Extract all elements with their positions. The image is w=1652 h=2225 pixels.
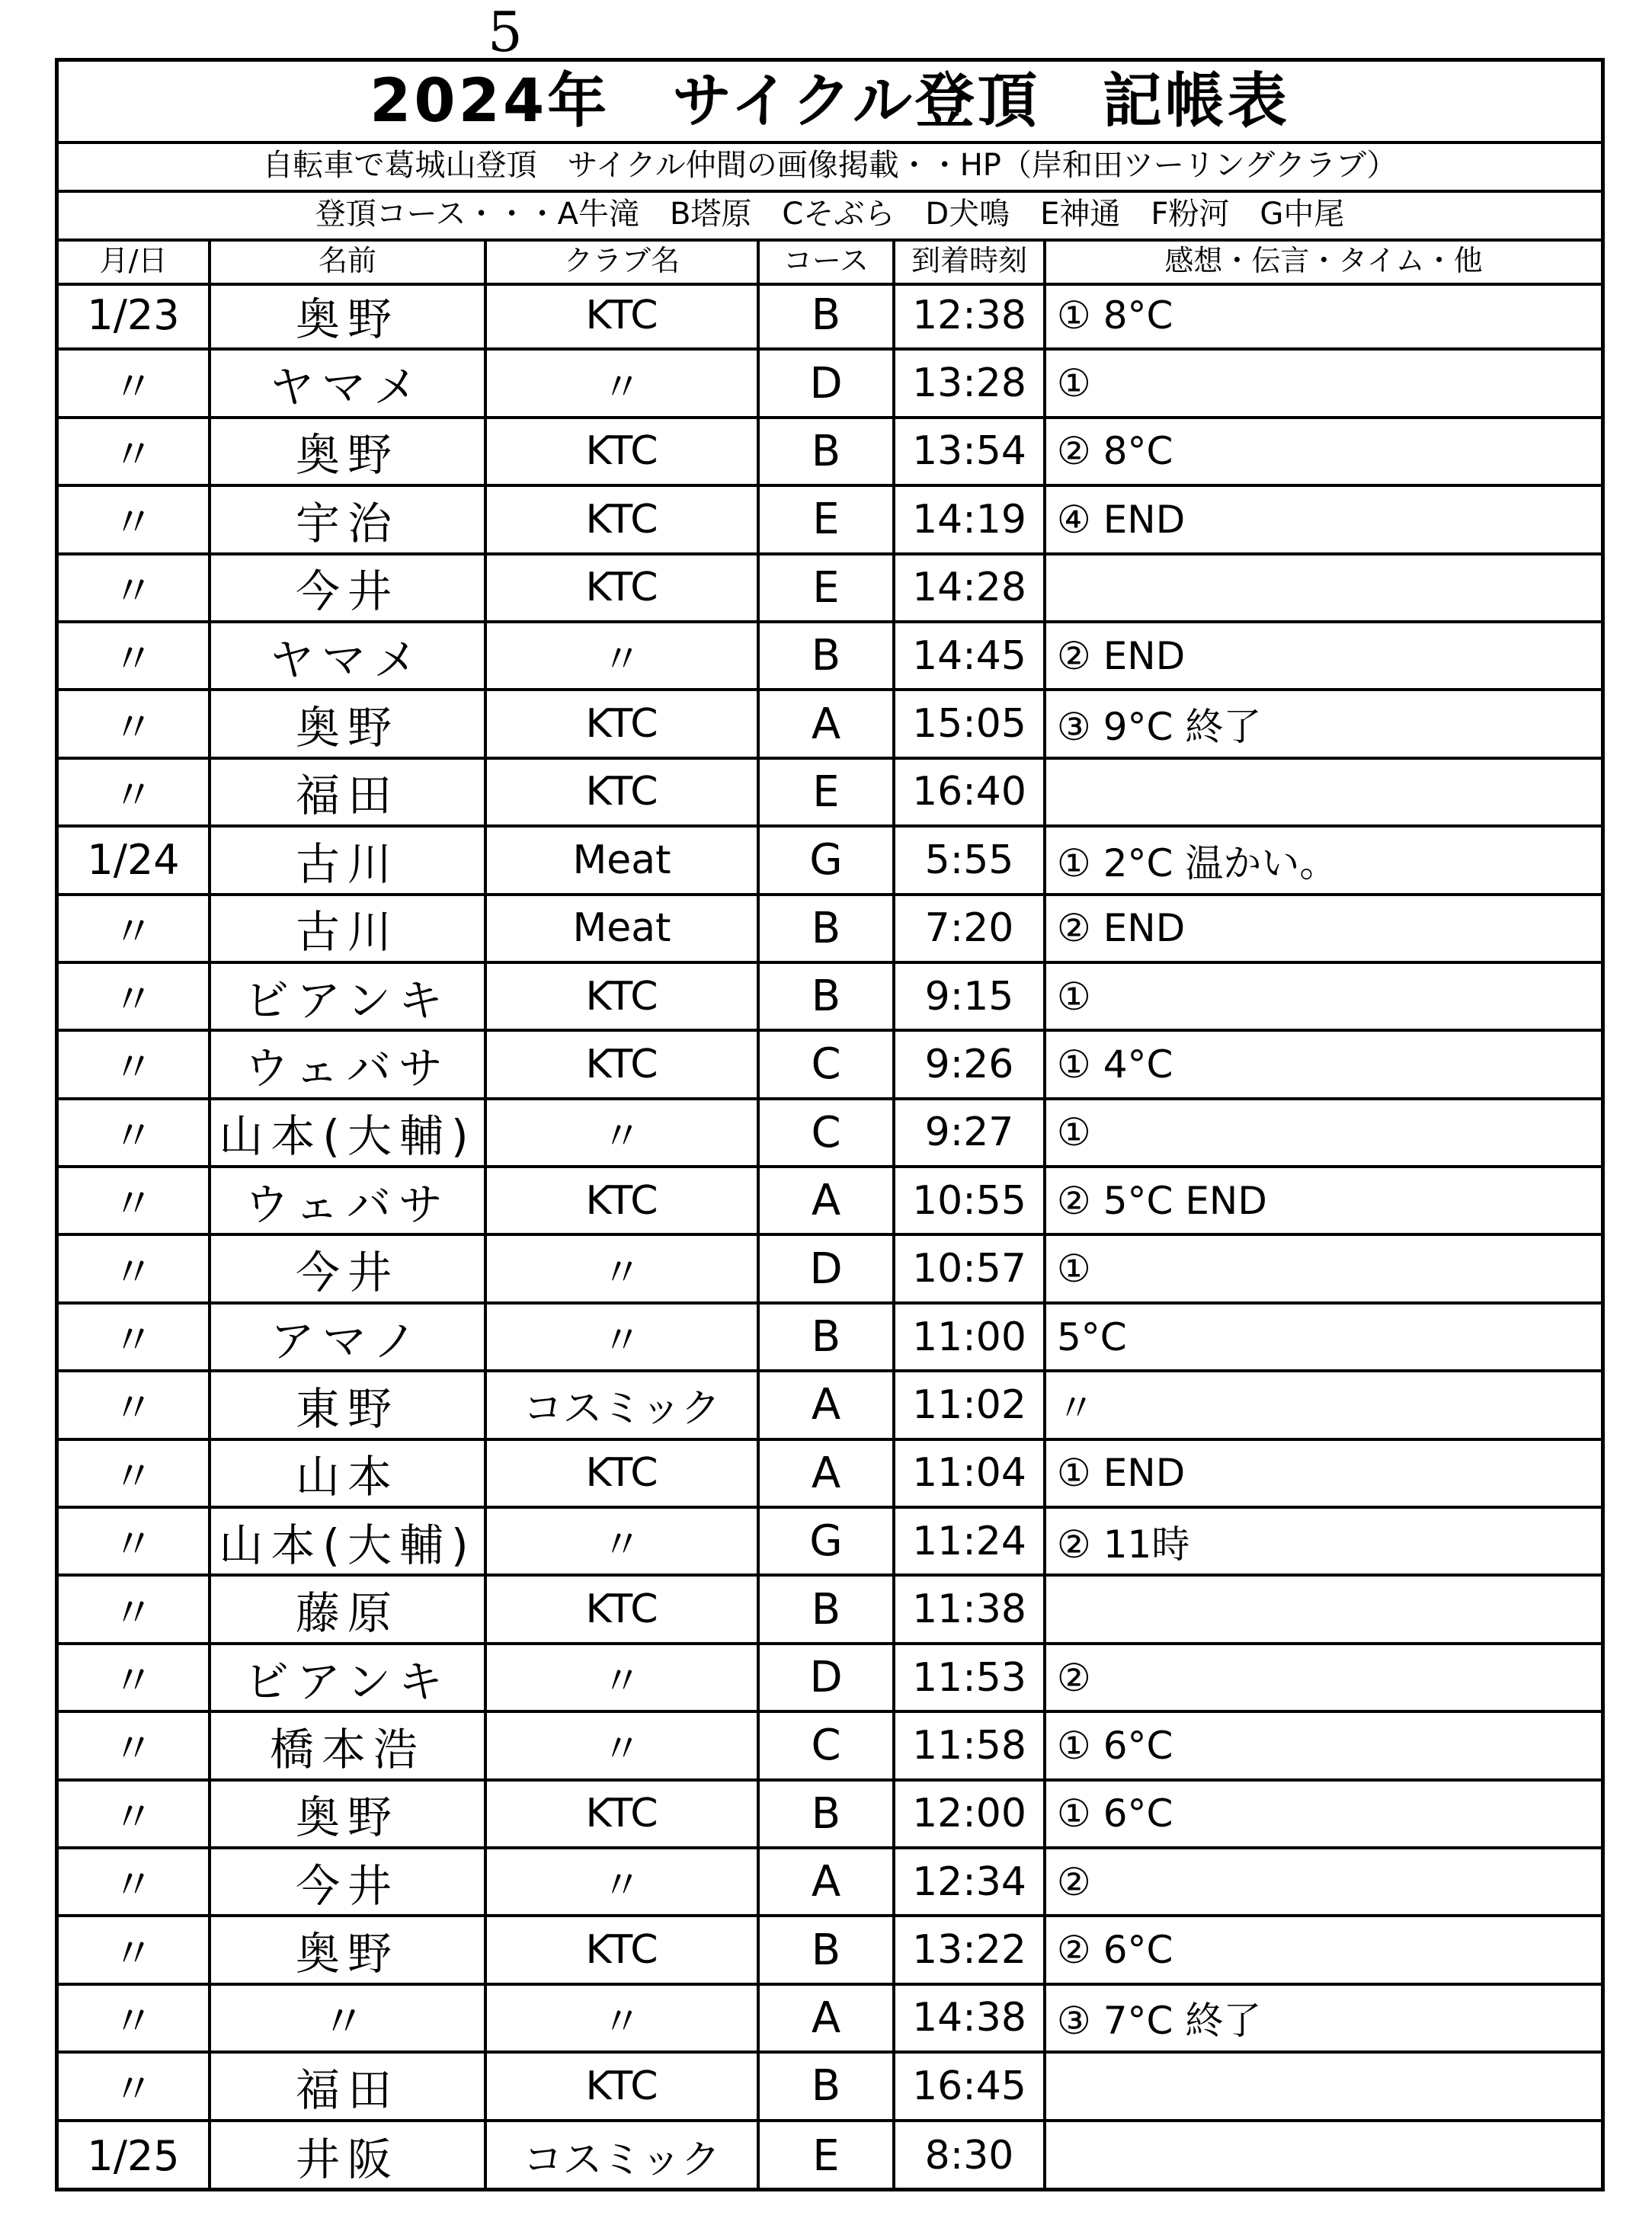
cell-date: 〃 — [113, 1247, 154, 1296]
cell-name: 奥野 — [295, 293, 399, 345]
cell-note: ① 6°C — [1057, 1791, 1173, 1836]
table-row — [59, 1577, 1601, 1644]
table-body — [59, 283, 1601, 2188]
cell-date: 〃 — [113, 1792, 154, 1841]
cell-name: 今井 — [295, 565, 399, 618]
cell-date: 〃 — [113, 1316, 154, 1365]
cell-time: 8:30 — [924, 2133, 1014, 2179]
table-row — [59, 1032, 1601, 1100]
cell-time: 12:34 — [912, 1858, 1026, 1905]
cell-date: 〃 — [113, 1929, 154, 1977]
cell-course: E — [812, 767, 840, 817]
cell-name: 奥野 — [295, 702, 399, 754]
cell-date: 〃 — [113, 1861, 154, 1910]
cell-note: ② 6°C — [1057, 1928, 1173, 1973]
cell-course: C — [811, 1721, 841, 1771]
cell-date: 〃 — [113, 566, 154, 615]
cell-name: 古川 — [295, 906, 399, 959]
cell-date: 〃 — [113, 498, 154, 547]
cell-time: 14:38 — [912, 1995, 1026, 2041]
cell-note: ① 2°C 温かい。 — [1057, 840, 1338, 885]
cell-note: ① — [1057, 974, 1091, 1019]
table-header — [59, 239, 1601, 286]
cell-name: アマノ — [270, 1314, 425, 1367]
cell-club: Meat — [572, 837, 671, 883]
cell-time: 13:22 — [912, 1927, 1026, 1974]
cell-date: 〃 — [113, 635, 154, 684]
table-row — [59, 2054, 1601, 2121]
cell-time: 13:54 — [912, 428, 1026, 475]
cell-club: KTC — [585, 2063, 658, 2109]
cell-time: 14:45 — [912, 632, 1026, 679]
cell-note: ② 8°C — [1057, 429, 1173, 474]
table-row — [59, 1441, 1601, 1509]
cell-note: ② END — [1057, 633, 1186, 678]
cell-course: A — [811, 1993, 841, 2043]
cell-time: 7:20 — [924, 905, 1014, 952]
cell-date: 1/25 — [87, 2131, 180, 2180]
cell-name: ウェバサ — [245, 1042, 450, 1094]
header-name: 名前 — [318, 244, 376, 277]
cell-time: 11:00 — [912, 1314, 1026, 1360]
cell-time: 5:55 — [924, 837, 1014, 883]
cell-name: 奥野 — [295, 1791, 399, 1844]
cell-club: 〃 — [601, 1863, 642, 1910]
cell-date: 〃 — [113, 1180, 154, 1228]
cell-course: B — [811, 2061, 841, 2111]
cell-course: C — [811, 1039, 841, 1090]
cell-date: 〃 — [113, 975, 154, 1024]
cell-note: ① — [1057, 1110, 1091, 1155]
cell-name: 山本 — [295, 1451, 399, 1503]
cell-note: 〃 — [1057, 1385, 1095, 1430]
cell-name: 〃 — [321, 1996, 373, 2048]
cell-note: ② — [1057, 1859, 1091, 1904]
cell-name: 古川 — [295, 837, 399, 890]
cell-club: コスミック — [523, 1386, 721, 1433]
cell-club: KTC — [585, 1927, 658, 1974]
table-row — [59, 2122, 1601, 2190]
cell-course: B — [811, 290, 841, 341]
cell-name: ウェバサ — [245, 1178, 450, 1231]
cell-note — [1057, 1577, 1598, 1641]
cell-name: 宇治 — [295, 497, 399, 549]
cell-club: 〃 — [601, 1250, 642, 1296]
table-row — [59, 419, 1601, 487]
cell-name: ヤマメ — [269, 361, 425, 414]
cell-time: 11:38 — [912, 1586, 1026, 1633]
table-row — [59, 964, 1601, 1032]
cell-time: 16:40 — [912, 769, 1026, 815]
cell-time: 9:15 — [924, 973, 1014, 1020]
cell-club: 〃 — [601, 1727, 642, 1773]
cell-club: 〃 — [601, 1999, 642, 2045]
cell-club: KTC — [585, 701, 658, 748]
cell-note — [1057, 555, 1598, 620]
table-row — [59, 1917, 1601, 1985]
cell-note: 5°C — [1057, 1314, 1127, 1359]
cell-note: ③ 7°C 終了 — [1057, 1999, 1262, 2044]
cell-note — [1057, 760, 1598, 824]
cell-date: 〃 — [113, 770, 154, 819]
cell-time: 11:04 — [912, 1450, 1026, 1497]
cell-name: 奥野 — [295, 1928, 399, 1980]
cell-time: 12:00 — [912, 1791, 1026, 1837]
cell-course: G — [809, 835, 843, 885]
table-row — [59, 1645, 1601, 1713]
cell-date: 〃 — [113, 430, 154, 479]
cell-club: 〃 — [601, 1318, 642, 1365]
cell-date: 〃 — [113, 1043, 154, 1092]
cell-name: 橋本浩 — [269, 1723, 425, 1775]
cell-name: 福田 — [295, 2063, 399, 2116]
cell-date: 〃 — [113, 1588, 154, 1637]
cell-course: E — [812, 562, 840, 613]
cell-course: A — [811, 1176, 841, 1226]
cell-note — [1057, 2054, 1598, 2118]
cell-club: KTC — [585, 1791, 658, 1837]
cell-name: 山本(大輔) — [219, 1519, 476, 1571]
cell-club: KTC — [585, 1177, 658, 1224]
cell-time: 9:27 — [924, 1109, 1014, 1156]
cell-name: ヤマメ — [269, 633, 425, 686]
cell-club: 〃 — [601, 1659, 642, 1705]
cell-date: 〃 — [113, 1384, 154, 1433]
cell-club: KTC — [585, 1450, 658, 1497]
cell-time: 9:26 — [924, 1041, 1014, 1087]
page-number: 5 — [488, 0, 523, 64]
header-club: クラブ名 — [563, 244, 680, 277]
cell-note: ① — [1057, 1247, 1091, 1292]
table-row — [59, 1782, 1601, 1849]
cell-date: 〃 — [113, 907, 154, 956]
header-time: 到着時刻 — [911, 244, 1027, 277]
cell-course: E — [812, 495, 840, 545]
cell-club: KTC — [585, 973, 658, 1020]
cell-date: 〃 — [113, 1452, 154, 1500]
table-row — [59, 691, 1601, 759]
cell-club: Meat — [572, 905, 671, 952]
cell-club: 〃 — [601, 1522, 642, 1569]
cell-time: 12:38 — [912, 292, 1026, 338]
cell-club: 〃 — [601, 364, 642, 411]
table-row — [59, 351, 1601, 418]
cell-name: ビアンキ — [245, 974, 450, 1026]
table-row — [59, 760, 1601, 828]
table-row — [59, 1372, 1601, 1440]
cell-date: 〃 — [113, 2065, 154, 2114]
cell-note: ② END — [1057, 906, 1186, 951]
table-row — [59, 1713, 1601, 1781]
table-row — [59, 1305, 1601, 1372]
header-course: コース — [783, 244, 869, 277]
cell-date: 〃 — [113, 362, 154, 411]
cell-name: 奥野 — [295, 429, 399, 482]
table-row — [59, 1849, 1601, 1917]
cell-note: ③ 9°C 終了 — [1057, 705, 1262, 750]
cell-note: ② 11時 — [1057, 1522, 1190, 1567]
cell-date: 1/23 — [87, 291, 180, 340]
cell-club: KTC — [585, 292, 658, 338]
cell-note: ① 6°C — [1057, 1723, 1173, 1768]
sheet-title: 2024年 サイクル登頂 記帳表 — [59, 62, 1601, 144]
cell-time: 11:02 — [912, 1381, 1026, 1428]
course-legend: 登頂コース・・・A牛滝 B塔原 Cそぶら D犬鳴 E神通 F粉河 G中尾 — [59, 190, 1601, 242]
cell-date: 〃 — [113, 1111, 154, 1160]
cell-note: ② — [1057, 1655, 1091, 1700]
cell-time: 14:28 — [912, 565, 1026, 611]
cell-note: ① — [1057, 361, 1091, 406]
cell-club: コスミック — [523, 2137, 721, 2183]
cell-course: B — [811, 1312, 841, 1362]
cell-date: 〃 — [113, 1657, 154, 1705]
cell-course: A — [811, 1448, 841, 1498]
cell-time: 10:55 — [912, 1177, 1026, 1224]
cell-club: 〃 — [601, 1113, 642, 1160]
cell-course: B — [811, 903, 841, 953]
cell-course: D — [809, 1244, 843, 1294]
cell-note: ① END — [1057, 1451, 1186, 1496]
cell-course: B — [811, 1788, 841, 1839]
table-row — [59, 828, 1601, 895]
cell-club: KTC — [585, 769, 658, 815]
cell-name: 今井 — [295, 1859, 399, 1912]
cell-course: B — [811, 631, 841, 681]
cell-note — [1057, 2122, 1598, 2190]
cell-course: A — [811, 1857, 841, 1907]
cell-note: ② 5°C END — [1057, 1178, 1267, 1223]
cell-club: KTC — [585, 1586, 658, 1633]
cell-club: KTC — [585, 1041, 658, 1087]
cell-name: 山本(大輔) — [219, 1110, 476, 1163]
cell-course: B — [811, 972, 841, 1022]
table-row — [59, 1986, 1601, 2054]
sheet-subtitle: 自転車で葛城山登頂 サイクル仲間の画像掲載・・HP（岸和田ツーリングクラブ） — [59, 141, 1601, 193]
cell-time: 13:28 — [912, 360, 1026, 407]
cell-date: 〃 — [113, 1520, 154, 1569]
cell-club: KTC — [585, 496, 658, 543]
cell-time: 14:19 — [912, 496, 1026, 543]
cell-course: A — [811, 1380, 841, 1430]
cell-time: 11:58 — [912, 1722, 1026, 1769]
cell-course: E — [812, 2131, 840, 2181]
header-date: 月/日 — [99, 244, 168, 277]
cell-course: D — [809, 358, 843, 408]
cell-name: 藤原 — [295, 1587, 399, 1640]
cell-course: D — [809, 1653, 843, 1702]
cell-time: 15:05 — [912, 701, 1026, 748]
table-row — [59, 1236, 1601, 1304]
cell-name: ビアンキ — [245, 1655, 450, 1708]
log-sheet — [55, 58, 1605, 2191]
cell-name: 今井 — [295, 1247, 399, 1299]
cell-date: 〃 — [113, 1996, 154, 2045]
cell-date: 〃 — [113, 703, 154, 751]
table-row — [59, 283, 1601, 351]
cell-course: B — [811, 1584, 841, 1634]
cell-time: 16:45 — [912, 2063, 1026, 2109]
cell-date: 〃 — [113, 1724, 154, 1773]
cell-time: 10:57 — [912, 1246, 1026, 1292]
table-row — [59, 1168, 1601, 1236]
table-row — [59, 487, 1601, 555]
cell-club: 〃 — [601, 637, 642, 684]
cell-name: 井阪 — [295, 2134, 399, 2186]
cell-date: 1/24 — [87, 836, 180, 885]
header-note: 感想・伝言・タイム・他 — [1164, 244, 1483, 277]
table-row — [59, 1509, 1601, 1577]
cell-note: ① 8°C — [1057, 293, 1173, 338]
cell-course: B — [811, 1925, 841, 1975]
table-row — [59, 896, 1601, 964]
cell-note: ④ END — [1057, 497, 1186, 542]
cell-course: B — [811, 426, 841, 476]
cell-name: 福田 — [295, 770, 399, 822]
cell-course: C — [811, 1107, 841, 1157]
table-row — [59, 555, 1601, 623]
cell-note: ① 4°C — [1057, 1042, 1173, 1087]
cell-club: KTC — [585, 565, 658, 611]
cell-course: G — [809, 1516, 843, 1567]
table-row — [59, 1100, 1601, 1168]
cell-time: 11:24 — [912, 1518, 1026, 1564]
table-row — [59, 623, 1601, 691]
cell-club: KTC — [585, 428, 658, 475]
cell-course: A — [811, 699, 841, 749]
cell-time: 11:53 — [912, 1654, 1026, 1701]
cell-name: 東野 — [295, 1382, 399, 1435]
